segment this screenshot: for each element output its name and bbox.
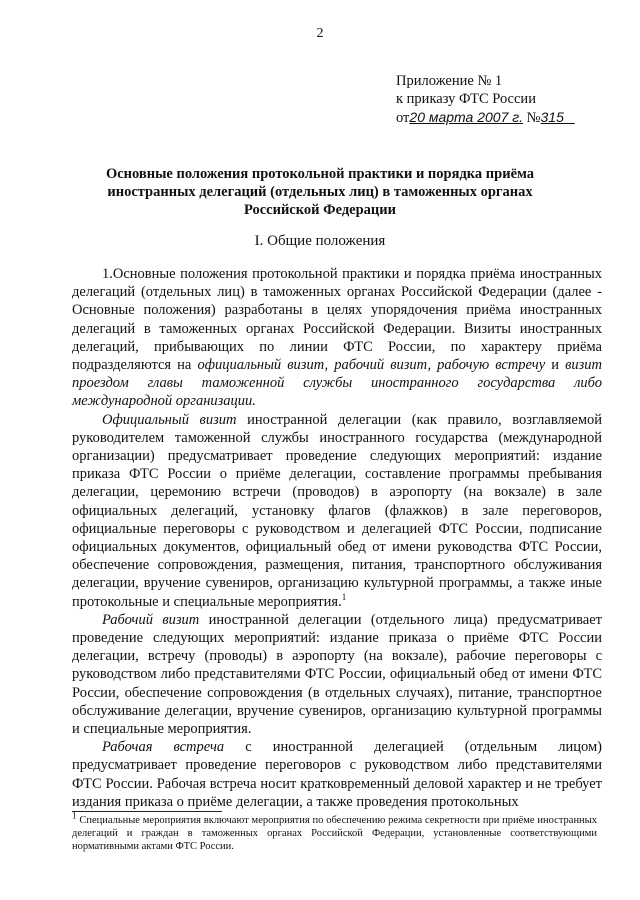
appendix-date-line <box>396 108 575 127</box>
p1-italic-2: визит проездом главы таможенной службы иностранного государства либо международной организации. <box>72 357 603 410</box>
paragraph-1 <box>72 265 602 411</box>
p4-text: с иностранной делегацией (отдельным лицом) предусматривает проведение переговоров с руководством либо представителями ФТС России. Рабочая встреча носит кратковременный деловой характер и не требует издания приказа о приёме делегации, а также проведения протокольных <box>72 739 602 810</box>
footnote-divider <box>72 811 222 812</box>
document-title <box>100 165 540 219</box>
p3-term: Рабочий визит <box>102 611 200 628</box>
p1-italic-1: официальный визит, рабочий визит, рабочую встречу <box>197 357 546 374</box>
footnote-text: Специальные мероприятия включают мероприятия по обеспечению режима секретности при приёме иностранных делегаций и граждан в таможенных органах Российской Федерации, установленные соответствующими нормативными актами ФТС России. <box>72 815 597 852</box>
section-heading: I. Общие положения <box>254 233 386 249</box>
title-line-1: Основные положения протокольной практики и порядка приёма <box>105 166 535 182</box>
paragraph-2 <box>72 411 602 611</box>
date-value: 20 марта 2007 г. <box>409 109 524 125</box>
order-number: 315 <box>540 109 564 125</box>
number-prefix: № <box>526 110 541 126</box>
body-text <box>72 265 602 811</box>
p1-text-b: и <box>545 357 566 374</box>
p4-term: Рабочая встреча <box>102 739 225 756</box>
paragraph-3 <box>72 611 602 738</box>
order-number-underline <box>564 110 575 126</box>
paragraph-4 <box>72 738 602 811</box>
appendix-block <box>396 72 575 127</box>
appendix-title: Приложение № 1 <box>396 73 503 89</box>
date-prefix: от <box>396 110 410 126</box>
footnote-ref: 1 <box>341 591 347 602</box>
footnote-marker: 1 <box>72 810 77 821</box>
appendix-order-ref: к приказу ФТС России <box>396 91 536 107</box>
footnote <box>72 810 597 853</box>
title-line-2: иностранных делегаций (отдельных лиц) в таможенных органах <box>107 184 533 200</box>
page-number: 2 <box>316 26 324 41</box>
p2-term: Официальный визит <box>102 411 237 428</box>
p3-text: иностранной делегации (отдельного лица) предусматривает проведение следующих мероприятий: издание приказа о приёме ФТС России делегации, встречу (проводы) в аэропорту (на вокзале), рабочие переговоры с руководством либо представителями ФТС России, официальный обед от имени ФТС России, обеспечение сопровождения (в отдельных случаях), питание, транспортное обслуживание делегации, вручение сувениров, организацию культурной программы и специальные мероприятия. <box>72 611 602 738</box>
title-line-3: Российской Федерации <box>243 202 396 218</box>
p1-text-a: 1.Основные положения протокольной практики и порядка приёма иностранных делегаций (отдельных лиц) в таможенных органах Российской Федерации (далее - Основные положения) разработаны в целях упорядочения приёма иностранных делегаций в таможенных органах Российской Федерации. Визиты иностранных делегаций, прибывающих по линии ФТС России, по характеру приёма подразделяются на <box>72 266 602 374</box>
p2-text: иностранной делегации (как правило, возглавляемой руководителем таможенной службы иностранного государства (международной организации) предусматривает проведение следующих мероприятий: издание приказа ФТС России о приёме делегации, составление программы пребывания делегации, церемонию встречи (проводов) в аэропорту (на вокзале) в зале официальных делегаций, установку флагов (флажков) в зале переговоров, официальные переговоры с руководством и делегацией ФТС России, подписание официальных документов, официальный обед от имени руководства ФТС России, обеспечение сопровождения, размещения, питания, транспортного обслуживания делегации, вручение сувениров, организацию культурной программы, а также иные протокольные и специальные мероприятия. <box>72 411 603 610</box>
